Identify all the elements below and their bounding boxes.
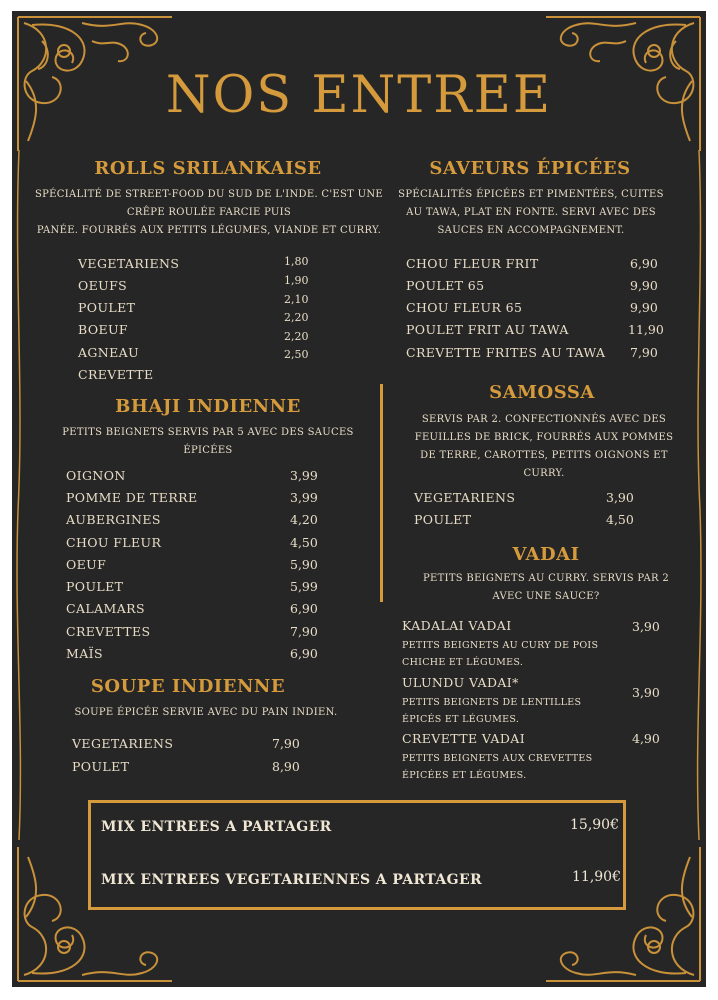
column-divider [380, 384, 383, 602]
rolls-item: CREVETTE [78, 367, 154, 382]
mix-box [88, 800, 626, 910]
saveurs-item-price: 6,90 [630, 256, 658, 271]
vadai-subtext-line: ÉPICÉS ET LÉGUMES. [402, 714, 520, 725]
saveurs-desc-line: SPÉCIALITÉS ÉPICÉES ET PIMENTÉES, CUITES [398, 189, 664, 200]
samossa-item-price: 3,90 [606, 490, 634, 505]
mix-item-name: MIX ENTREES A PARTAGER [101, 819, 332, 835]
soupe-item-price: 7,90 [272, 736, 300, 751]
vadai-desc-line: AVEC UNE SAUCE? [492, 591, 600, 602]
bhaji-item-name: OEUF [66, 557, 107, 572]
bhaji-item-price: 3,99 [290, 490, 318, 505]
rolls-item: OEUFS [78, 278, 128, 293]
vadai-item-subtext [402, 694, 581, 728]
soupe-item-name: POULET [72, 759, 130, 774]
bhaji-item-price: 6,90 [290, 601, 318, 616]
vadai-subtext-line: PETITS BEIGNETS AUX CREVETTES [402, 753, 593, 764]
saveurs-item-name: POULET 65 [406, 278, 485, 293]
samossa-desc-line: FEUILLES DE BRICK, FOURRÉS AUX POMMES [414, 432, 674, 443]
bhaji-desc-line: ÉPICÉES [183, 445, 233, 456]
samossa-heading: SAMOSSA [489, 382, 595, 403]
soupe-item-name: VEGETARIENS [72, 736, 174, 751]
bhaji-item-name: AUBERGINES [66, 512, 161, 527]
rolls-price: 2,20 [284, 311, 309, 324]
vadai-subtext-line: PETITS BEIGNETS AU CURY DE POIS [402, 640, 599, 651]
vadai-item-subtext [402, 750, 592, 784]
saveurs-item-price: 9,90 [630, 278, 658, 293]
bhaji-item-name: CHOU FLEUR [66, 535, 162, 550]
mix-item-name: MIX ENTREES VEGETARIENNES A PARTAGER [101, 872, 483, 888]
rolls-price: 1,90 [284, 274, 309, 287]
rolls-desc-line: SPÉCIALITÉ DE STREET-FOOD DU SUD DE L'INDE. C'EST UNE [34, 189, 383, 200]
vadai-desc-line: PETITS BEIGNETS AU CURRY. SERVIS PAR 2 [422, 573, 670, 584]
vadai-item-name: ULUNDU VADAI* [402, 675, 519, 690]
saveurs-item-name: CHOU FLEUR 65 [406, 300, 523, 315]
bhaji-item-price: 5,99 [290, 579, 318, 594]
bhaji-item-name: OIGNON [66, 468, 126, 483]
rolls-price: 1,80 [284, 255, 309, 268]
bhaji-item-name: CREVETTES [66, 624, 151, 639]
rolls-item: AGNEAU [78, 345, 140, 360]
samossa-item-name: POULET [414, 512, 472, 527]
bhaji-desc-line: PETITS BEIGNETS SERVIS PAR 5 AVEC DES SAUCES [62, 427, 354, 438]
vadai-item-price: 4,90 [632, 731, 660, 746]
bhaji-item-price: 4,50 [290, 535, 318, 550]
saveurs-desc-line: SAUCES EN ACCOMPAGNEMENT. [437, 225, 625, 236]
rolls-item: BOEUF [78, 322, 128, 337]
rolls-desc-line: CRÊPE ROULÉE FARCIE PUIS [126, 207, 292, 218]
samossa-item-price: 4,50 [606, 512, 634, 527]
samossa-desc-line: CURRY. [523, 468, 565, 479]
samossa-description [396, 411, 692, 483]
mix-item-price: 15,90€ [570, 817, 619, 833]
vadai-subtext-line: PETITS BEIGNETS DE LENTILLES [402, 697, 582, 708]
soupe-description: SOUPE ÉPICÉE SERVIE AVEC DU PAIN INDIEN. [74, 707, 338, 718]
bhaji-item-price: 5,90 [290, 557, 318, 572]
bhaji-heading: BHAJI INDIENNE [115, 396, 301, 417]
bhaji-item-price: 4,20 [290, 512, 318, 527]
vadai-item-name: CREVETTE VADAI [402, 731, 526, 746]
bhaji-item-name: POULET [66, 579, 124, 594]
bhaji-item-name: CALAMARS [66, 601, 145, 616]
vadai-heading: VADAI [512, 544, 580, 565]
mix-item-price: 11,90€ [572, 869, 621, 885]
border-vine-left-icon [12, 150, 26, 840]
samossa-item-name: VEGETARIENS [414, 490, 516, 505]
rolls-heading: ROLLS SRILANKAISE [94, 158, 322, 179]
saveurs-item-name: POULET FRIT AU TAWA [406, 322, 569, 337]
bhaji-item-price: 3,99 [290, 468, 318, 483]
rolls-description [34, 186, 384, 240]
saveurs-item-name: CREVETTE FRITES AU TAWA [406, 345, 606, 360]
rolls-price: 2,10 [284, 293, 309, 306]
vadai-subtext-line: ÉPICÉES ET LÉGUMES. [402, 770, 527, 781]
saveurs-item-price: 9,90 [630, 300, 658, 315]
saveurs-item-price: 11,90 [628, 322, 664, 337]
rolls-price: 2,20 [284, 330, 309, 343]
saveurs-item-name: CHOU FLEUR FRIT [406, 256, 539, 271]
samossa-desc-line: DE TERRE, CAROTTES, PETITS OIGNONS ET [420, 450, 668, 461]
bhaji-description [40, 424, 376, 460]
vadai-subtext-line: CHICHE ET LÉGUMES. [402, 657, 524, 668]
vadai-item-name: KADALAI VADAI [402, 618, 512, 633]
vadai-description [406, 570, 686, 606]
bhaji-item-name: POMME DE TERRE [66, 490, 198, 505]
saveurs-description [386, 186, 676, 240]
samossa-desc-line: SERVIS PAR 2. CONFECTIONNÉS AVEC DES [421, 414, 667, 425]
bhaji-item-price: 6,90 [290, 646, 318, 661]
page-title: NOS ENTREE [165, 66, 553, 125]
rolls-desc-line: PANÉE. FOURRÉS AUX PETITS LÉGUMES, VIANDE ET CURRY. [36, 225, 382, 236]
vadai-item-price: 3,90 [632, 685, 660, 700]
border-vine-right-icon [692, 150, 706, 840]
bhaji-item-name: MAÏS [66, 646, 103, 661]
saveurs-heading: SAVEURS ÉPICÉES [429, 158, 631, 179]
soupe-item-price: 8,90 [272, 759, 300, 774]
rolls-price: 2,50 [284, 348, 309, 361]
rolls-item: VEGETARIENS [78, 256, 180, 271]
vadai-item-price: 3,90 [632, 619, 660, 634]
vadai-item-subtext [402, 637, 598, 671]
bhaji-item-price: 7,90 [290, 624, 318, 639]
rolls-item: POULET [78, 300, 136, 315]
soupe-heading: SOUPE INDIENNE [90, 676, 286, 697]
saveurs-item-price: 7,90 [630, 345, 658, 360]
saveurs-desc-line: AU TAWA, PLAT EN FONTE. SERVI AVEC DES [406, 207, 656, 218]
